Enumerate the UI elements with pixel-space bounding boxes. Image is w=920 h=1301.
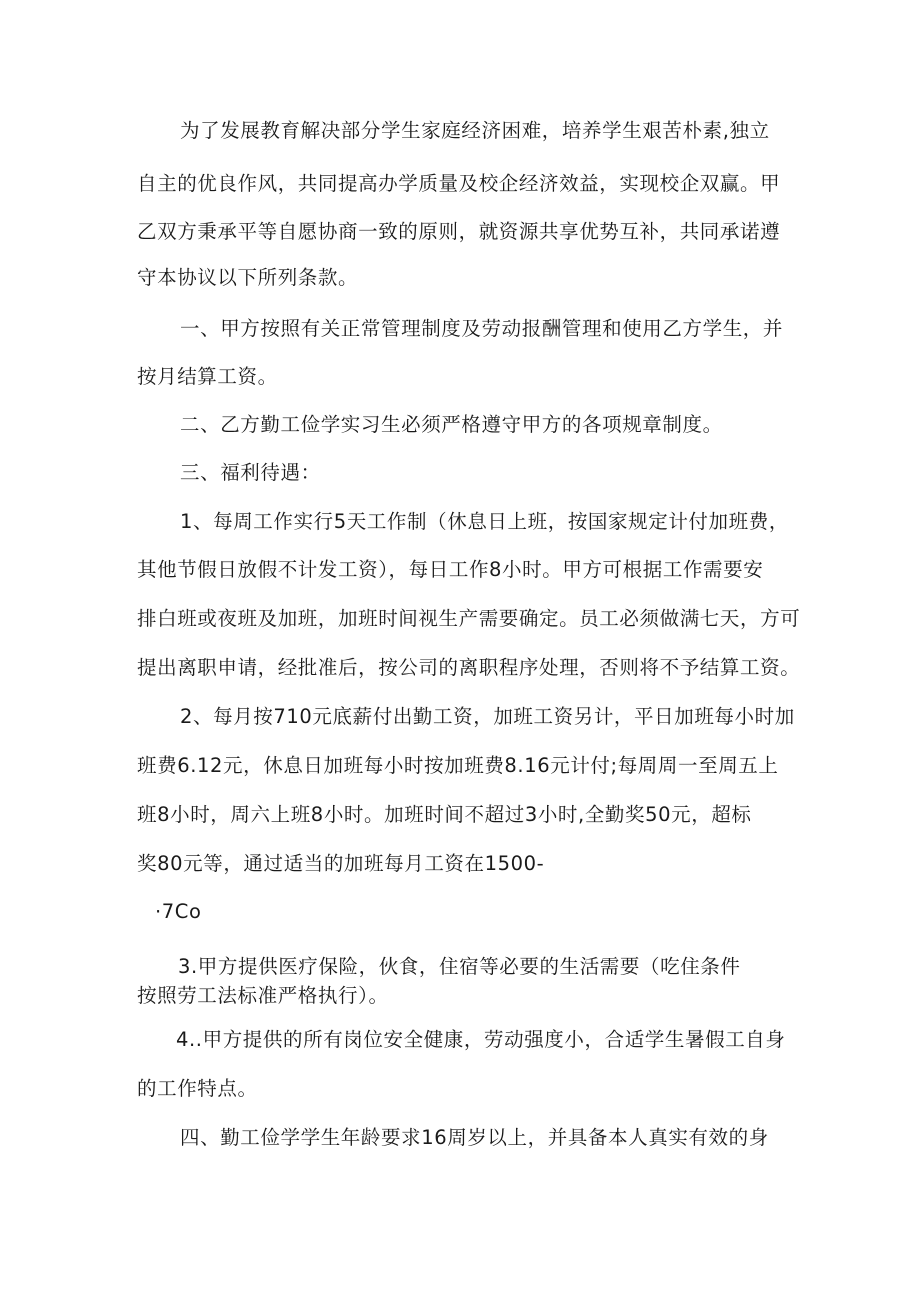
item-1-line-1: 1、每周工作实行5天工作制（休息日上班，按国家规定计付加班费， <box>180 510 789 533</box>
item-3-line-1: 3.甲方提供医疗保险，伙食，住宿等必要的生活需要（吃住条件 <box>178 955 741 978</box>
item-2-fragment: ·7Co <box>155 900 202 923</box>
clause-1-line-2: 按月结算工资。 <box>137 365 278 388</box>
clause-4-line-1: 四、勤工俭学学生年龄要求16周岁以上，并具备本人真实有效的身 <box>180 1126 769 1149</box>
clause-1-line-1: 一、甲方按照有关正常管理制度及劳动报酬管理和使用乙方学生，并 <box>180 317 784 340</box>
item-2-line-4: 奖80元等，通过适当的加班每月工资在1500- <box>137 852 545 875</box>
item-2-line-3: 班8小时，周六上班8小时。加班时间不超过3小时,全勤奖50元，超标 <box>137 803 752 826</box>
item-3-line-2: 按照劳工法标准严格执行）。 <box>137 984 389 1007</box>
paragraph-intro-line-2: 自主的优良作风，共同提高办学质量及校企经济效益，实现校企双赢。甲 <box>137 172 781 195</box>
paragraph-intro-line-4: 守本协议以下所列条款。 <box>137 266 359 289</box>
item-2-line-2: 班费6.12元，休息日加班每小时按加班费8.16元计付;每周周一至周五上 <box>137 754 779 777</box>
item-1-line-2: 其他节假日放假不计发工资），每日工作8小时。甲方可根据工作需要安 <box>137 558 764 581</box>
item-2-line-1: 2、每月按710元底薪付出勤工资，加班工资另计，平日加班每小时加 <box>180 705 795 728</box>
item-1-line-3: 排白班或夜班及加班，加班时间视生产需要确定。员工必须做满七天，方可 <box>137 607 801 630</box>
clause-3-heading: 三、福利待遇： <box>180 461 321 484</box>
paragraph-intro-line-3: 乙双方秉承平等自愿协商一致的原则，就资源共享优势互补，共同承诺遵 <box>137 220 781 243</box>
item-4-line-1: 4..甲方提供的所有岗位安全健康，劳动强度小，合适学生暑假工自身 <box>176 1028 786 1051</box>
clause-2-line-1: 二、乙方勤工俭学实习生必须严格遵守甲方的各项规章制度。 <box>180 413 723 436</box>
item-4-line-2: 的工作特点。 <box>137 1077 258 1100</box>
item-1-line-4: 提出离职申请，经批准后，按公司的离职程序处理，否则将不予结算工资。 <box>137 656 801 679</box>
paragraph-intro-line-1: 为了发展教育解决部分学生家庭经济困难，培养学生艰苦朴素,独立 <box>180 119 770 142</box>
